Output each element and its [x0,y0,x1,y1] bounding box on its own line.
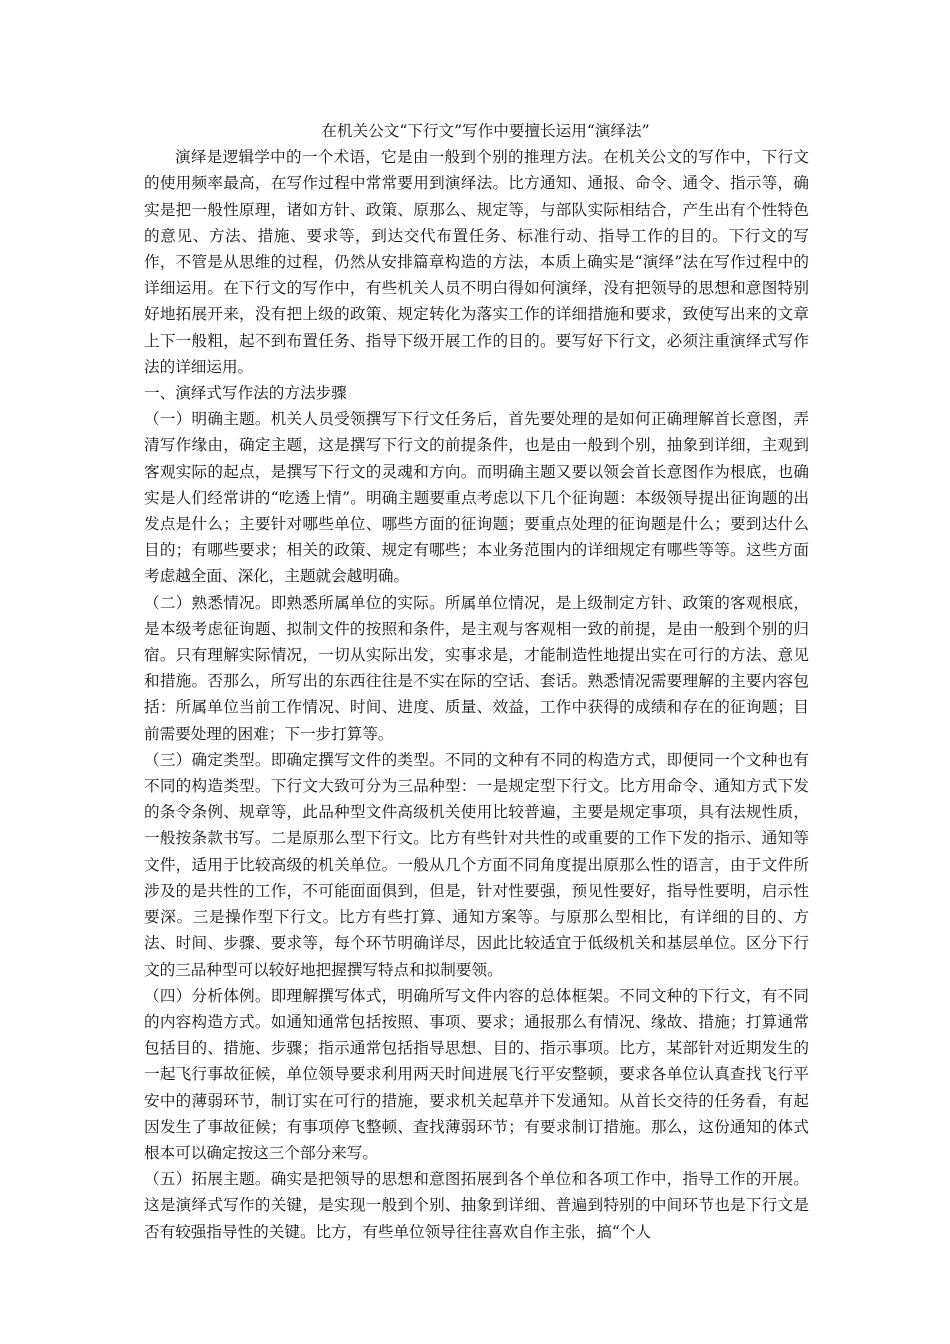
document-title: 在机关公文“下行文”写作中要擅长运用“演绎法” [321,122,650,140]
document-page [144,118,809,1245]
paragraph-expand-theme: （五）拓展主题。确实是把领导的思想和意图拓展到各个单位和各项工作中，指导工作的开展。这是演绎式写作的关键，是实现一般到个别、抽象到详细、普遍到特别的中间环节也是下行文是否有较强指导性的关键。比方，有些单位领导往往喜欢自作主张，搞“个人 [144,1170,809,1241]
intro-paragraph: 演绎是逻辑学中的一个术语，它是由一般到个别的推理方法。在机关公文的写作中，下行文的使用频率最高，在写作过程中常常要用到演绎法。比方通知、通报、命令、通令、指示等，确实是把一般性原理，诸如方针、政策、原那么、规定等，与部队实际相结合，产生出有个性特色的意见、方法、措施、要求等，到达交代布置任务、标准行动、指导工作的目的。下行文的写作，不管是从思维的过程，仍然从安排篇章构造的方法，本质上确实是“演绎”法在写作过程中的详细运用。在下行文的写作中，有些机关人员不明白得如何演绎，没有把领导的思想和意图特别好地拓展开来，没有把上级的政策、规定转化为落实工作的详细措施和要求，致使写出来的文章上下一般粗，起不到布置任务、指导下级开展工作的目的。要写好下行文，必须注重演绎式写作法的详细运用。 [144,148,809,376]
paragraph-clarify-theme: （一）明确主题。机关人员受领撰写下行文任务后，首先要处理的是如何正确理解首长意图，弄清写作缘由，确定主题，这是撰写下行文的前提条件，也是由一般到个别，抽象到详细，主观到客观实际的起点，是撰写下行文的灵魂和方向。而明确主题又要以领会首长意图作为根底，也确实是人们经常讲的“吃透上情”。明确主题要重点考虑以下几个征询题：本级领导提出征询题的出发点是什么；主要针对哪些单位、哪些方面的征询题；要重点处理的征询题是什么；要到达什么目的；有哪些要求；相关的政策、规定有哪些；本业务范围内的详细规定有哪些等等。这些方面考虑越全面、深化，主题就会越明确。 [144,410,809,586]
paragraph-know-situation: （二）熟悉情况。即熟悉所属单位的实际。所属单位情况，是上级制定方针、政策的客观根底，是本级考虑征询题、拟制文件的按照和条件，是主观与客观相一致的前提，是由一般到个别的归宿。只有理解实际情况，一切从实际出发，实事求是，才能制造性地提出实在可行的方法、意见和措施。否那么，所写出的东西往往是不实在际的空话、套话。熟悉情况需要理解的主要内容包括：所属单位当前工作情况、时间、进度、质量、效益，工作中获得的成绩和存在的征询题；目前需要处理的困难；下一步打算等。 [144,593,809,743]
paragraph-determine-type: （三）确定类型。即确定撰写文件的类型。不同的文种有不同的构造方式，即便同一个文种也有不同的构造类型。下行文大致可分为三品种型：一是规定型下行文。比方用命令、通知方式下发的条令条例、规章等，此品种型文件高级机关使用比较普遍，主要是规定事项，具有法规性质，一般按条款书写。二是原那么型下行文。比方有些针对共性的或重要的工作下发的指示、通知等文件，适用于比较高级的机关单位。一般从几个方面不同角度提出原那么性的语言，由于文件所涉及的是共性的工作，不可能面面俱到，但是，针对性要强，预见性要好，指导性要明，启示性要深。三是操作型下行文。比方有些打算、通知方案等。与原那么型相比，有详细的目的、方法、时间、步骤、要求等，每个环节明确详尽，因此比较适宜于低级机关和基层单位。区分下行文的三品种型可以较好地把握撰写特点和拟制要领。 [144,750,809,979]
section-heading: 一、演绎式写作法的方法步骤 [144,384,347,403]
paragraph-analyze-format: （四）分析体例。即理解撰写体式，明确所写文件内容的总体框架。不同文种的下行文，有不同的内容构造方式。如通知通常包括按照、事项、要求；通报那么有情况、缘故、措施；打算通常包括目的、措施、步骤；指示通常包括指导思想、目的、指示事项。比方，某部针对近期发生的一起飞行事故征候，单位领导要求利用两天时间进展飞行平安整顿，要求各单位认真查找飞行平安中的薄弱环节，制订实在可行的措施，要求机关起草并下发通知。从首长交待的任务看，有起因发生了事故征候；有事项停飞整顿、查找薄弱环节；有要求制订措施。那么，这份通知的体式根本可以确定按这三个部分来写。 [144,986,809,1162]
